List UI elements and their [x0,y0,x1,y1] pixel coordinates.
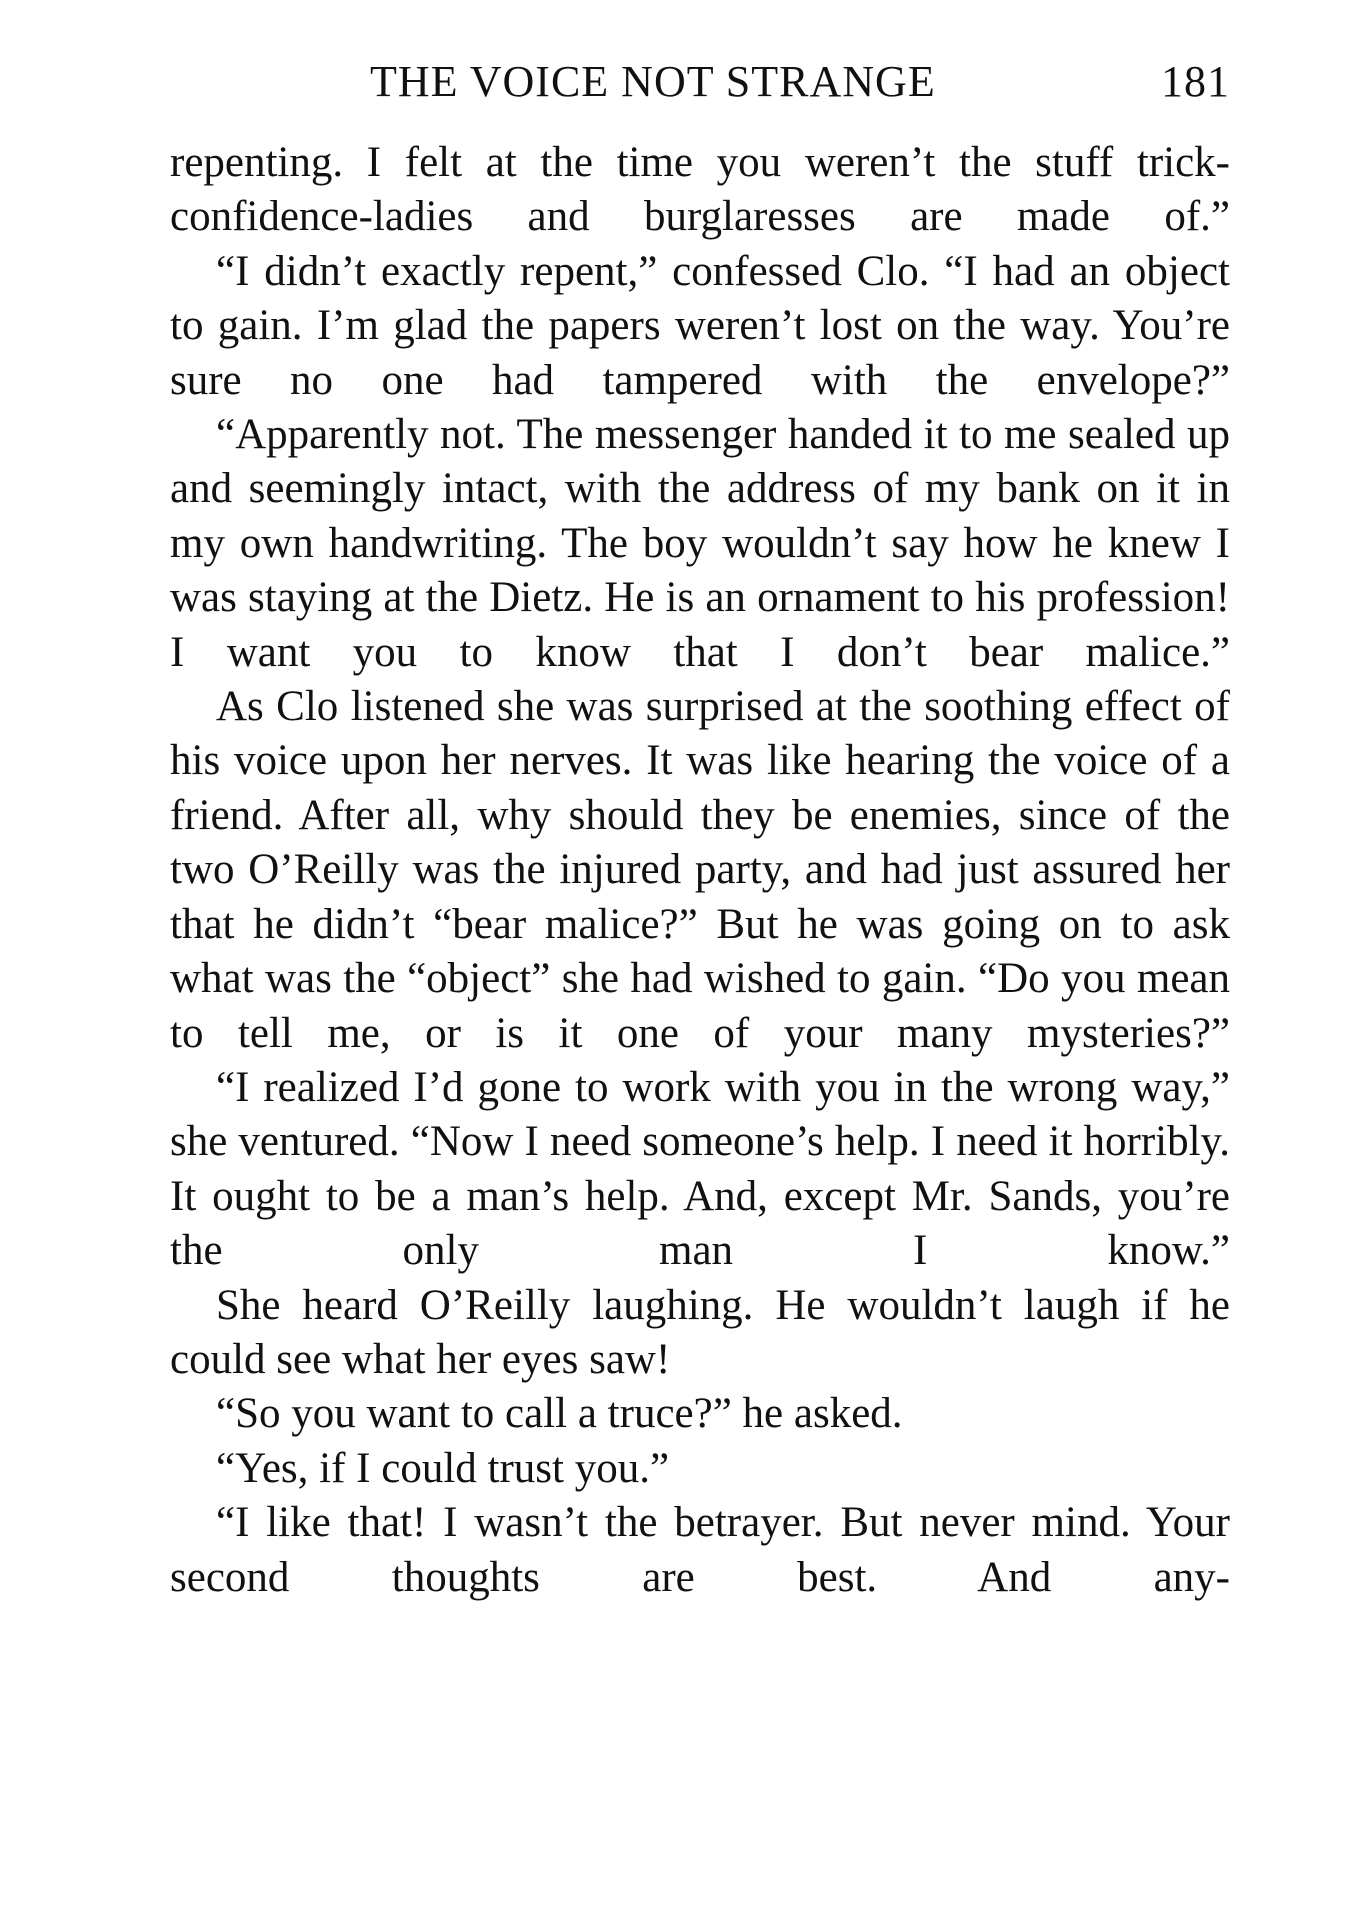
paragraph: “I realized I’d gone to work with you in the wrong way,” she ventured. “Now I need someone’s help. I need it horribly. It ought to be a man’s help. And, except Mr. Sands, you’re the only man I know.” [170,1063,1230,1275]
page-number: 181 [1161,57,1230,106]
paragraph: “So you want to call a truce?” he asked. [216,1390,903,1438]
body-text [170,136,1230,1605]
running-title: THE VOICE NOT STRANGE [370,57,936,106]
paragraph-continues: “I like that! I wasn’t the betrayer. But never mind. Your second thoughts are best. And any- [170,1499,1230,1601]
paragraph: “I didn’t exactly repent,” confessed Clo. “I had an object to gain. I’m glad the papers weren’t lost on the way. You’re sure no one had tampered with the envelope?” [170,247,1230,404]
running-head [170,52,1230,112]
paragraph-continued: repenting. I felt at the time you weren’t the stuff trick-confidence-ladies and burglaresses are made of.” [170,139,1230,241]
paragraph: As Clo listened she was surprised at the soothing effect of his voice upon her nerves. It was like hearing the voice of a friend. After all, why should they be enemies, since of the two O’Reilly was the injured party, and had just assured her that he didn’t “bear malice?” But he was going on to ask what was the “object” she had wished to gain. “Do you mean to tell me, or is it one of your many mysteries?” [170,683,1230,1057]
paragraph: “Yes, if I could trust you.” [216,1444,670,1492]
paragraph: “Apparently not. The messenger handed it to me sealed up and seemingly intact, with the address of my bank on it in my own handwriting. The boy wouldn’t say how he knew I was staying at the Dietz. He is an ornament to his profession! I want you to know that I don’t bear malice.” [170,411,1230,676]
paragraph: She heard O’Reilly laughing. He wouldn’t laugh if he could see what her eyes saw! [170,1281,1230,1383]
